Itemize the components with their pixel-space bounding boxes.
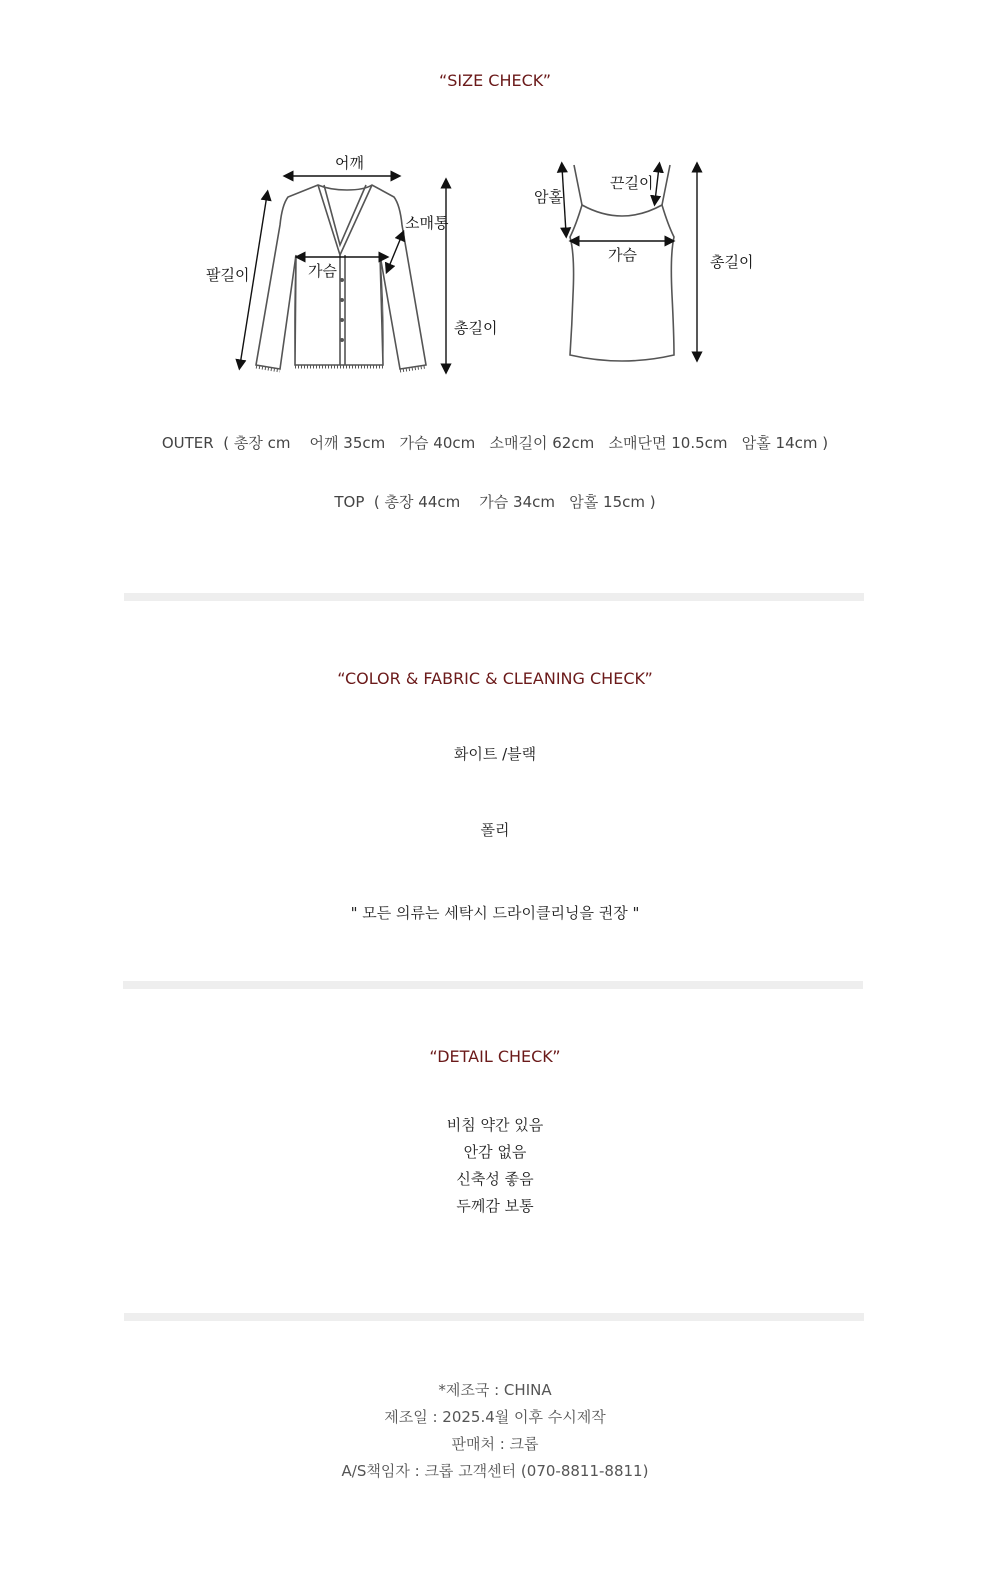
size-diagram bbox=[190, 145, 790, 385]
detail-item: 안감 없음 bbox=[463, 1143, 527, 1161]
detail-item: 두께감 보통 bbox=[456, 1197, 534, 1215]
product-info bbox=[0, 1377, 990, 1485]
detail-item: 신축성 좋음 bbox=[456, 1170, 534, 1188]
info-origin: *제조국 : CHINA bbox=[438, 1381, 552, 1399]
label-cardigan-chest: 가슴 bbox=[308, 262, 337, 280]
label-cardigan-total-length: 총길이 bbox=[454, 319, 498, 337]
color-fabric-heading: “COLOR & FABRIC & CLEANING CHECK” bbox=[337, 669, 653, 688]
color-text: 화이트 /블랙 bbox=[453, 745, 537, 763]
label-shoulder: 어깨 bbox=[335, 154, 364, 172]
outer-spec: OUTER ( 총장 cm 어깨 35cm 가슴 40cm 소매길이 62cm 소매단면 10.5cm 암홀 14cm ) bbox=[161, 434, 829, 452]
section-divider bbox=[124, 1313, 864, 1321]
label-arm-length: 팔길이 bbox=[206, 266, 250, 284]
detail-list bbox=[0, 1112, 990, 1220]
fabric-text: 폴리 bbox=[480, 821, 510, 839]
info-seller: 판매처 : 크롭 bbox=[451, 1435, 539, 1453]
top-spec: TOP ( 총장 44cm 가슴 34cm 암홀 15cm ) bbox=[334, 493, 656, 511]
detail-check-heading: “DETAIL CHECK” bbox=[429, 1047, 561, 1066]
detail-item: 비침 약간 있음 bbox=[446, 1116, 544, 1134]
info-as-contact: A/S책임자 : 크롭 고객센터 (070-8811-8811) bbox=[341, 1462, 649, 1480]
cardigan-illustration bbox=[256, 185, 426, 371]
size-check-heading: “SIZE CHECK” bbox=[438, 71, 552, 90]
label-strap-length: 끈길이 bbox=[610, 174, 654, 192]
label-sleeve-width: 소매통 bbox=[405, 214, 449, 232]
label-camisole-chest: 가슴 bbox=[608, 246, 637, 264]
label-armhole: 암홀 bbox=[534, 188, 563, 206]
section-divider bbox=[123, 981, 863, 989]
info-manufacture-date: 제조일 : 2025.4월 이후 수시제작 bbox=[384, 1408, 606, 1426]
section-divider bbox=[124, 593, 864, 601]
cleaning-text: " 모든 의류는 세탁시 드라이클리닝을 권장 " bbox=[350, 904, 640, 922]
label-camisole-total-length: 총길이 bbox=[710, 253, 754, 271]
